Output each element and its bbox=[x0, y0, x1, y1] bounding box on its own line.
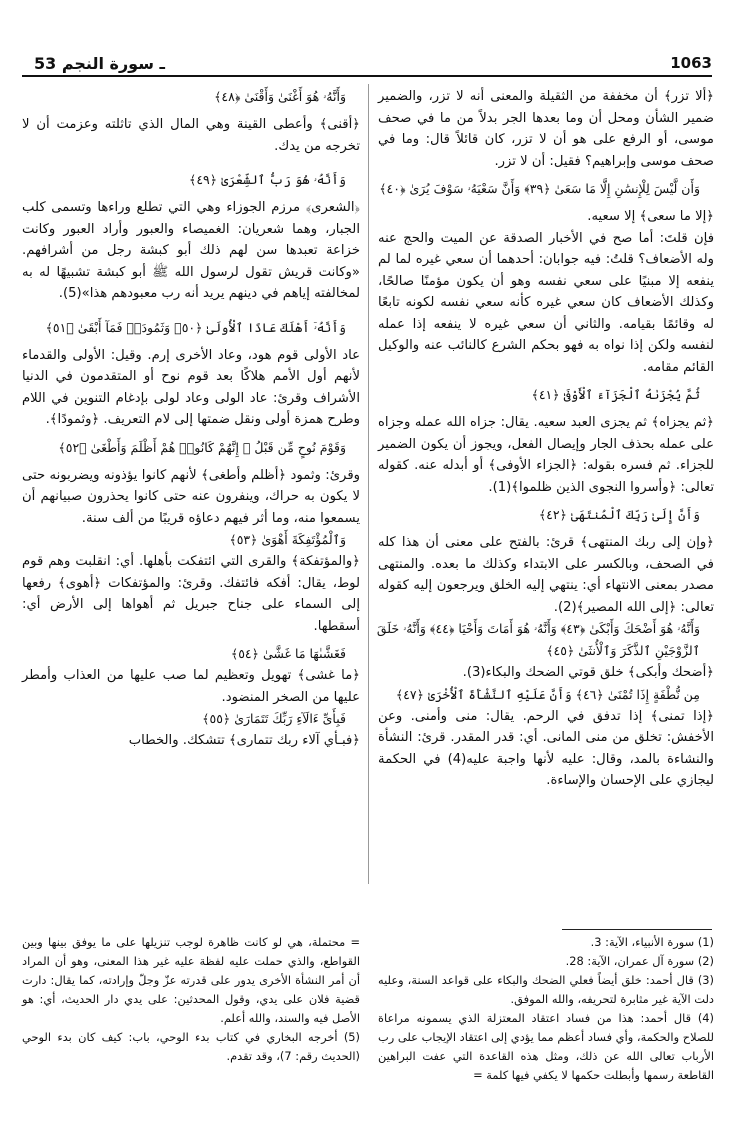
quran-verse: وَأَنَّهُۥ هُوَ أَضْحَكَ وَأَبْكَىٰ ﴿٤٣﴾ وَأَنَّهُۥ هُوَ أَمَاتَ وَأَحْيَا ﴿٤٤﴾ وَأَنَّهُۥ خَلَقَ bbox=[376, 621, 700, 636]
footnote: (3) قال أحمد: خلق أيضاً فعلي الضحك والبكاء على قواعد السنة، وعليه دلت الآية غير مثابرة لتحريفه، والله الموفق. bbox=[378, 973, 714, 1006]
commentary-paragraph: ﴿أقنى﴾ وأعطى القينة وهي المال الذي تاثلته وعزمت أن لا تخرجه من يدك. bbox=[22, 117, 360, 154]
right-column bbox=[378, 86, 714, 792]
quran-verse: مِن نُّطْفَةٍ إِذَا تُمْنَىٰ ﴿٤٦﴾ وَأَنَّ عَلَيْهِ ٱلنَّشْأَةَ ٱلْأُخْرَىٰ ﴿٤٧﴾ bbox=[395, 686, 700, 702]
page-number: 1063 bbox=[670, 54, 712, 72]
commentary-paragraph: فإن قلتَ: أما صح في الأخبار الصدقة عن الميت والحج عنه وله الأضعاف؟ قلتُ: فيه جوابان: أحدهما أن سعي غيره لما لم ينفعه إلا مبنيًا على سعي نفسه وهو أن يكون مؤمنًا صالحًا، وكذلك الأضعاف كان سعي غيره كأنه سعي نفسه لكونه تابعًا له وقائمًا بقيامه. والثاني أن سعي غيره لا ينفعه إذا عمله لنفسه ولكن إذا نواه به فهو بحكم الشرع كالنائب عنه والوكيل القائم مقامه. bbox=[378, 230, 714, 375]
commentary-paragraph: ﴿أضحك وأبكى﴾ خلق قوتي الضحك والبكاء(3). bbox=[462, 665, 714, 680]
quran-verse: فَبِأَىِّ ءَالَآءِ رَبِّكَ تَتَمَارَىٰ ﴿٥٥﴾ bbox=[202, 711, 346, 726]
footnote-rule bbox=[562, 929, 712, 930]
commentary-paragraph: وقرئ: وثمود ﴿أظلم وأطغى﴾ لأنهم كانوا يؤذونه ويضربونه حتى لا يكون به حراك، وينفرون عنه حتى كانوا يحذرون صبيانهم أن يسمعوا منه، وما أثر فيهم دعاؤه قريبًا من ألف سنة. bbox=[22, 467, 360, 526]
footnote: (2) سورة آل عمران، الآية: 28. bbox=[565, 954, 714, 968]
commentary-paragraph: ﴿ألا تزر﴾ أن مخففة من الثقيلة والمعنى أنه لا تزر، والضمير ضمير الشأن ومحل أن وما بعدها الجر بدلاً من ما في صحف موسى، أو الرفع على هو أن لا تزر، كان قائلاً قال: وما في صحف موسى وإبراهيم؟ فقيل: أن لا تزر. bbox=[378, 89, 714, 169]
footnote: (1) سورة الأنبياء، الآية: 3. bbox=[590, 935, 714, 949]
commentary-paragraph: ﴿إذا تمنى﴾ إذا تدفق في الرحم. يقال: منى وأمنى. وعن الأخفش: تخلق من منى المانى. أي: قدر المقدر. قرئ: النشأة والنشاءة بالمد، وقال: عليه لأنها واجبة عليه(4) في الحكمة ليجازي على الإحسان والإساءة. bbox=[378, 708, 714, 788]
quran-verse: وَأَنَّهُۥ هُوَ رَبُّ ٱلشِّعْرَىٰ ﴿٤٩﴾ bbox=[189, 172, 346, 187]
quran-verse: ٱلزَّوْجَيْنِ ٱلذَّكَرَ وَٱلْأُنثَىٰ ﴿٤٥﴾ bbox=[546, 643, 700, 658]
commentary-paragraph: ﴿ثم يجزاه﴾ ثم يجزى العبد سعيه. يقال: جزاه الله عمله وجزاه على عمله بحذف الجار وإيصال الفعل، ويجوز أن يكون الضمير للجزاء. ثم فسره بقوله: ﴿الجزاء الأوفى﴾ أو أبدله عنه. كقوله تعالى: ﴿وأسروا النجوى الذين ظلموا﴾(1). bbox=[378, 415, 714, 495]
commentary-paragraph: ﴿والمؤتفكة﴾ والقرى التي ائتفكت بأهلها. أي: انقلبت وهم قوم لوط، يقال: أفكه فائتفك. وقرئ: والمؤتفكات ﴿أهوى﴾ رفعها إلى السماء على جناح جبريل ثم أهواها إلى الأرض أي: أسقطها. bbox=[22, 554, 360, 634]
left-column bbox=[22, 86, 360, 752]
quran-verse: ثُمَّ يُجْزَىٰهُ ٱلْجَزَآءَ ٱلْأَوْفَىٰ ﴿٤١﴾ bbox=[531, 387, 700, 402]
footnote: = محتملة، هي لو كانت ظاهرة لوجب تنزيلها على ما يوفق بينها وبين القواطع، والذي حملت عليه لفظة عليه غير هذا المعنى، وهو أن المراد أن أمر النشأة الأخرى يدور على قدرته عزّ وجلّ وإرادته، كما يقال: دارت قضية فلان على يدي، وقول المحدثين: على يدي دار الحديث، أي: هو الأصل فيه والسند، والله أعلم. bbox=[22, 935, 360, 1025]
footnote: (4) قال أحمد: هذا من فساد اعتقاد المعتزلة الذي يسمونه مراعاة للصلاح والحكمة، وأي فساد أعظم مما يؤدي إلى اعتقاد الإيجاب على رب الأرباب تعالى الله عن ذلك، ومثل هذه القاعدة التي عفت البراهين القاطعة رسمها وأبطلت حكمها لا يكفي فيها كلمة = bbox=[378, 1011, 714, 1082]
footnotes-right bbox=[378, 933, 714, 1085]
commentary-paragraph: ﴿الشعرى﴾ مرزم الجوزاء وهي التي تطلع وراءها وتسمى كلب الجبار، وهما شعريان: الغميصاء والعبور وأراد العبور وكانت خزاعة تعبدها سن لهم ذلك أبو كبشة رجل من أشرافهم. «وكانت قريش تقول لرسول الله ﷺ أبو كبشة تشبيهًا له به لمخالفته إياهم في دينهم يريد أنه رب معبودهم هذا»(5). bbox=[22, 200, 360, 301]
footnote: (5) أخرجه البخاري في كتاب بدء الوحي، باب: كيف كان بدء الوحي (الحديث رقم: 7)، وقد تقدم. bbox=[22, 1030, 360, 1063]
header-rule bbox=[22, 75, 712, 77]
quran-verse: وَأَنَّهُۥ هُوَ أَغْنَىٰ وَأَقْنَىٰ ﴿٤٨﴾ bbox=[214, 89, 346, 104]
quran-verse: فَغَشَّىٰهَا مَا غَشَّىٰ ﴿٥٤﴾ bbox=[230, 646, 346, 661]
quran-verse: وَأَنَّهُۥٓ أَهْلَكَ عَادًا ٱلْأُولَىٰ ﴿٥٠﴾ وَثَمُودَا۟ فَمَآ أَبْقَىٰ ﴿٥١﴾ bbox=[45, 319, 346, 335]
commentary-paragraph: ﴿فبـأي آلاء ربك تتمارى﴾ تتشكك. والخطاب bbox=[128, 733, 360, 748]
spacer bbox=[22, 305, 360, 317]
commentary-paragraph: عاد الأولى قوم هود، وعاد الأخرى إرم. وقيل: الأولى والقدماء لأنهم أول الأمم هلاكًا بعد قوم نوح أو المتقدمون في الدنيا الأشراف وقرئ: عاد الولى وعاد لولى بإدغام التنوين في اللام وطرح همزة أولى ونقل ضمتها إلى لام التعريف. ﴿وثمودًا﴾. bbox=[22, 347, 360, 427]
commentary-paragraph: ﴿إلا ما سعى﴾ إلا سعيه. bbox=[587, 209, 714, 224]
spacer bbox=[22, 157, 360, 169]
quran-verse: وَٱلْمُؤْتَفِكَةَ أَهْوَىٰ ﴿٥٣﴾ bbox=[229, 532, 346, 547]
commentary-paragraph: ﴿وإن إلى ربك المنتهى﴾ قرئ: بالفتح على معنى أن هذا كله في الصحف، وبالكسر على الابتداء وكذلك ما بعده. والمنتهى مصدر بمعنى الانتهاء أي: ينتهي إليه الخلق ويرجعون إليه كقوله تعالى: ﴿إلى الله المصير﴾(2). bbox=[378, 535, 714, 615]
footnotes-left bbox=[22, 933, 360, 1066]
surah-title: 53 ـ سورة النجم bbox=[34, 54, 165, 73]
quran-verse: وَأَن لَّيْسَ لِلْإِنسَٰنِ إِلَّا مَا سَعَىٰ ﴿٣٩﴾ وَأَنَّ سَعْيَهُۥ سَوْفَ يُرَىٰ ﴿٤٠﴾ bbox=[379, 181, 700, 196]
column-divider bbox=[368, 84, 369, 884]
quran-verse: وَقَوْمَ نُوحٍ مِّن قَبْلُ ۖ إِنَّهُمْ كَانُوا۟ هُمْ أَظْلَمَ وَأَطْغَىٰ ﴿٥٢﴾ bbox=[58, 439, 346, 455]
quran-verse: وَأَنَّ إِلَىٰ رَبِّكَ ٱلْمُنتَهَىٰ ﴿٤٢﴾ bbox=[538, 507, 700, 522]
commentary-paragraph: ﴿ما غشى﴾ تهويل وتعظيم لما صب عليها من العذاب وأمطر عليها من الصخر المنضود. bbox=[22, 668, 360, 705]
